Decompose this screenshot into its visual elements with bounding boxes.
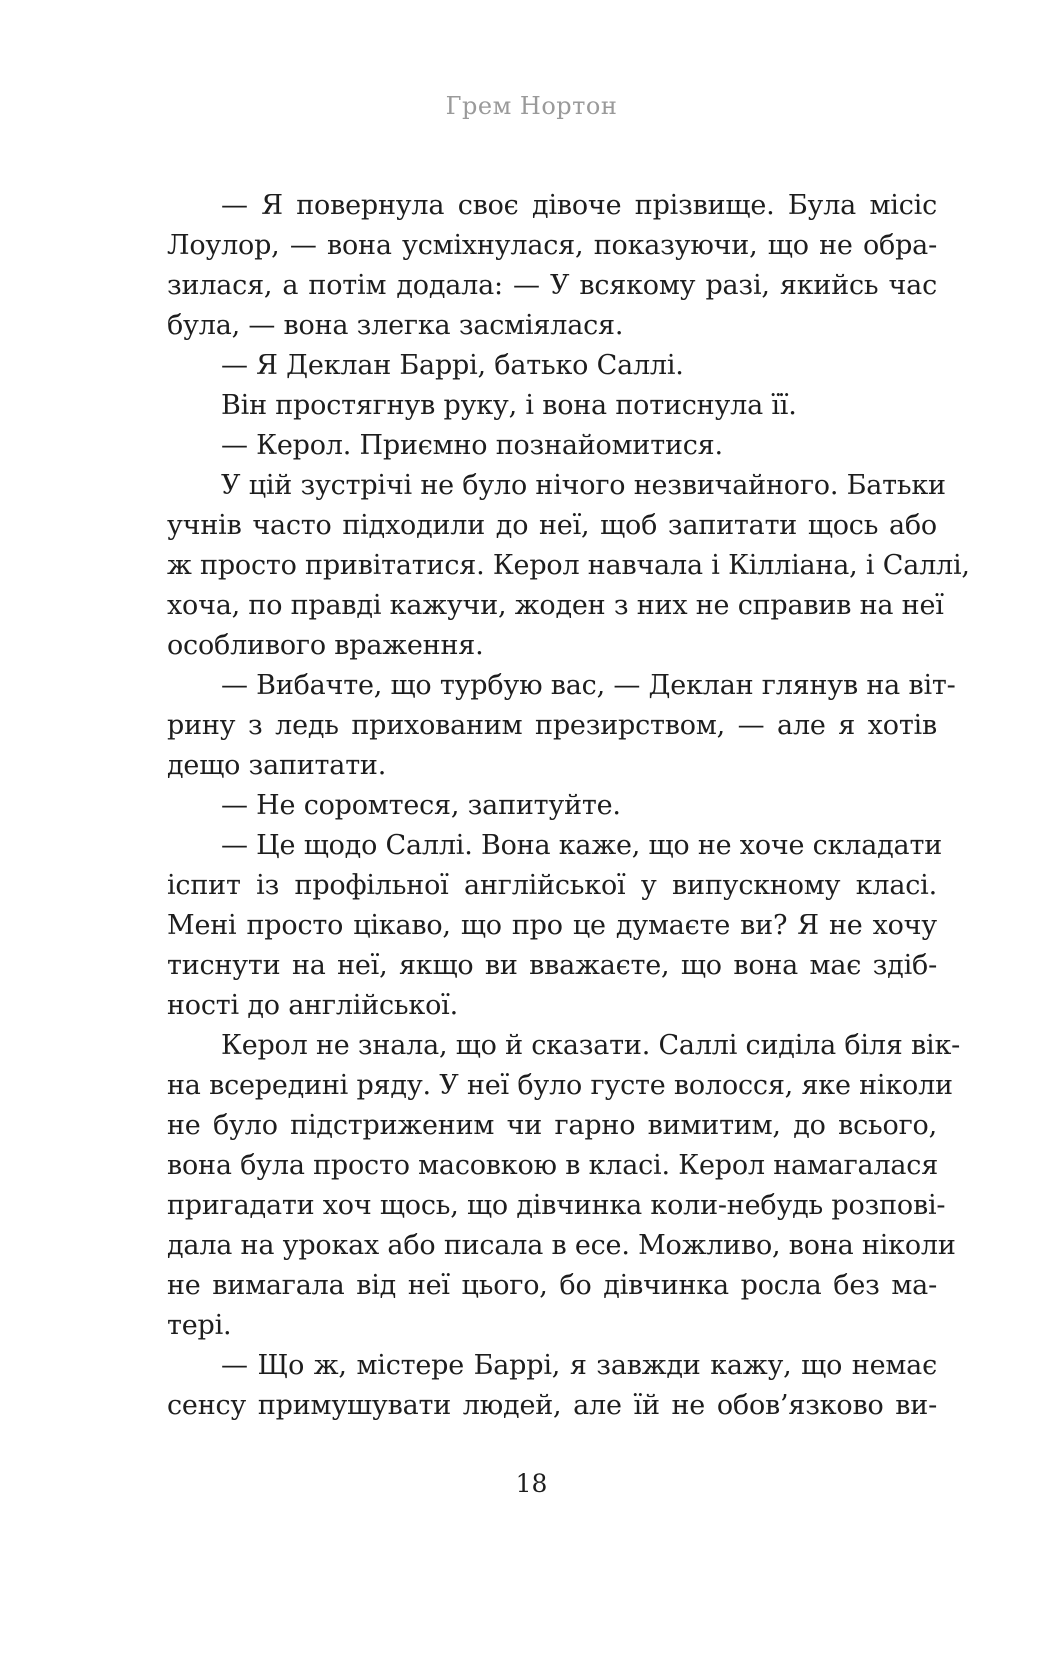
text-line: дещо запитати. bbox=[167, 750, 387, 781]
text-line: — Не соромтеся, запитуйте. bbox=[221, 790, 621, 821]
body-text bbox=[167, 186, 970, 1426]
text-line: іспит із профільної англійської у випускному класі. bbox=[167, 870, 937, 901]
text-line: сенсу примушувати людей, але їй не обов’язково ви- bbox=[167, 1390, 937, 1421]
text-line: тері. bbox=[167, 1310, 232, 1341]
text-line: була, — вона злегка засміялася. bbox=[167, 310, 624, 341]
text-line: тиснути на неї, якщо ви вважаєте, що вона має здіб- bbox=[167, 950, 937, 981]
text-line: Він простягнув руку, і вона потиснула її. bbox=[221, 390, 797, 421]
text-line: Керол не знала, що й сказати. Саллі сиділа біля вік- bbox=[221, 1030, 961, 1061]
text-line: — Я повернула своє дівоче прізвище. Була місіс bbox=[221, 190, 937, 221]
text-line: — Керол. Приємно познайомитися. bbox=[221, 430, 723, 461]
text-line: особливого враження. bbox=[167, 630, 484, 661]
text-line: У цій зустрічі не було нічого незвичайного. Батьки bbox=[221, 470, 946, 501]
text-line: — Що ж, містере Баррі, я завжди кажу, що немає bbox=[221, 1350, 937, 1381]
text-line: — Вибачте, що турбую вас, — Деклан глянув на віт- bbox=[221, 670, 956, 701]
text-line: ності до англійської. bbox=[167, 990, 458, 1021]
text-line: хоча, по правді кажучи, жоден з них не справив на неї bbox=[167, 590, 944, 621]
text-line: — Я Деклан Баррі, батько Саллі. bbox=[221, 350, 684, 381]
text-line: пригадати хоч щось, що дівчинка коли-небудь розпові- bbox=[167, 1190, 946, 1221]
page-number: 18 bbox=[515, 1469, 548, 1498]
text-line: рину з ледь прихованим презирством, — але я хотів bbox=[167, 710, 937, 741]
text-line: — Це щодо Саллі. Вона каже, що не хоче складати bbox=[221, 830, 942, 861]
text-line: учнів часто підходили до неї, щоб запитати щось або bbox=[167, 510, 937, 541]
running-head-author: Грем Нортон bbox=[445, 92, 618, 120]
text-line: не вимагала від неї цього, бо дівчинка росла без ма- bbox=[167, 1270, 937, 1301]
text-line: Мені просто цікаво, що про це думаєте ви? Я не хочу bbox=[167, 910, 937, 941]
text-line: вона була просто масовкою в класі. Керол намагалася bbox=[167, 1150, 939, 1181]
text-line: не було підстриженим чи гарно вимитим, до всього, bbox=[167, 1110, 937, 1141]
text-line: зилася, а потім додала: — У всякому разі, якийсь час bbox=[167, 270, 937, 301]
text-line: ж просто привітатися. Керол навчала і Кілліана, і Саллі, bbox=[167, 550, 970, 581]
text-line: на всередині ряду. У неї було густе волосся, яке ніколи bbox=[167, 1070, 953, 1101]
text-line: дала на уроках або писала в есе. Можливо, вона ніколи bbox=[167, 1230, 956, 1261]
text-line: Лоулор, — вона усміхнулася, показуючи, що не обра- bbox=[167, 230, 937, 261]
